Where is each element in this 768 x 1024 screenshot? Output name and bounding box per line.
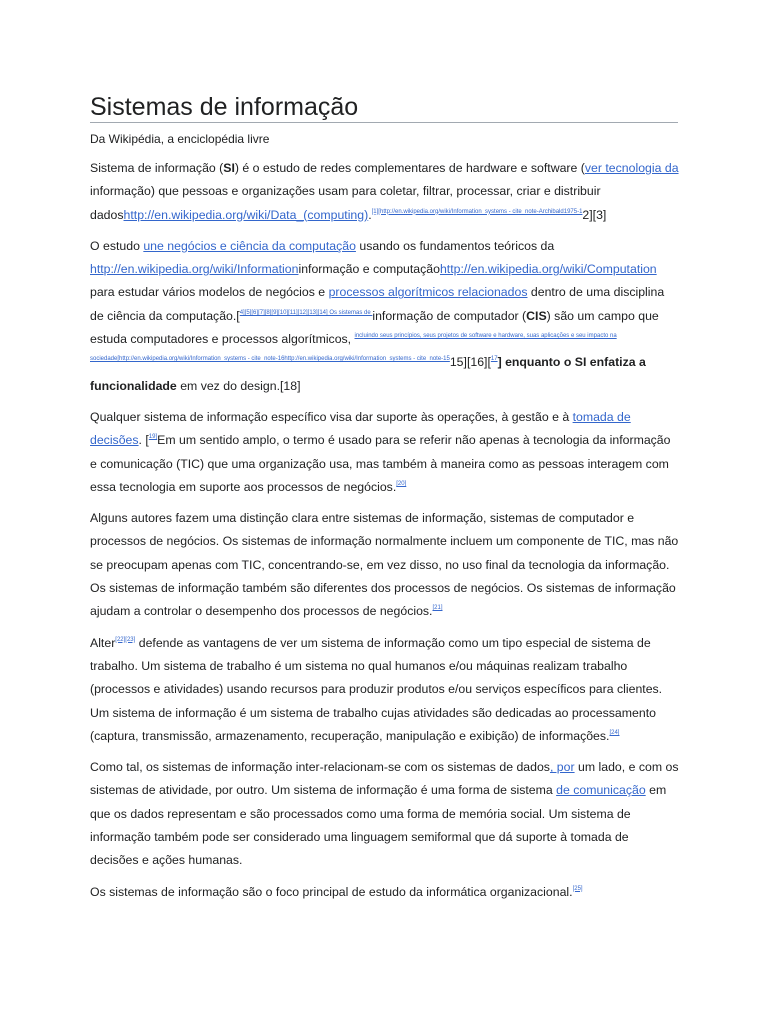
text: em que os dados representam e são processados como uma forma de memória social. Um sistema de informação também pode ser considerado uma linguagem semiformal que dá suporte à tomada de decisões e ações humanas. (90, 783, 667, 868)
citation-link[interactable]: [24] (609, 729, 620, 736)
citation-link[interactable]: [25] (572, 885, 583, 892)
citation-link[interactable]: 17 (490, 356, 498, 363)
text: Qualquer sistema de informação específico visa dar suporte às operações, à gestão e à (90, 409, 573, 424)
paragraph-6 (90, 756, 680, 872)
text: informação e computação (298, 262, 440, 277)
text: . [ (138, 433, 149, 448)
text: Alter (90, 635, 116, 650)
text: informação) que pessoas e organizações usam para coletar, filtrar, processar, criar e distribuir dados (90, 184, 601, 222)
text: Sistema de informação ( (90, 161, 224, 175)
link-tomada-decisoes[interactable]: tomada de decisões (90, 409, 631, 448)
article-body (90, 157, 680, 912)
citation-link[interactable]: incluindo seus princípios, seus projetos de software e hardware, suas aplicações e seu impacto na sociedade[http://en.wikipedia.org/wiki/Information_systems - cite_note-16http://en.wikipedia.org/wiki/Information_systems - cite_note-15 (90, 333, 617, 363)
citation-link[interactable]: 19] (148, 434, 158, 441)
text: Alguns autores fazem uma distinção clara entre sistemas de informação, sistemas de computador e processos de negócios. Os sistemas de informação normalmente incluem um componente de TIC, mas não se preocupam apenas com TIC, concentrando-se, em vez disso, no uso final da tecnologia da informação. Os sistemas de informação também são diferentes dos processos de negócios. Os sistemas de informação ajudam a controlar o desempenho dos processos de negócios. (90, 511, 679, 619)
text: . (368, 207, 372, 222)
citation-link[interactable]: [22][23] (115, 636, 136, 643)
paragraph-5 (90, 632, 680, 748)
paragraph-7 (90, 881, 680, 904)
text: Como tal, os sistemas de informação inter-relacionam-se com os sistemas de dados (90, 760, 550, 775)
text: informação de computador ( (372, 308, 527, 323)
text: defende as vantagens de ver um sistema de informação como um tipo especial de sistema de trabalho. Um sistema de trabalho é um sistema no qual humanos e/ou máquinas realizam trabalho (processos e atividades) usando recursos para produzir produtos e/ou serviços específicos para clientes. Um sistema de informação é um sistema de trabalho cujas atividades são dedicadas ao processamento (captura, transmissão, armazenamento, recuperação, manipulação e exibição) de informações. (90, 635, 663, 743)
link-comunicacao[interactable]: de comunicação (556, 783, 646, 798)
text: O estudo (90, 238, 144, 253)
page-title: Sistemas de informação (90, 92, 678, 123)
link-computation[interactable]: http://en.wikipedia.org/wiki/Computation (439, 262, 657, 277)
citation-link[interactable]: [20] (396, 480, 407, 487)
citation-link[interactable]: [21] (432, 605, 443, 612)
bold-text: ] enquanto o SI enfatiza a funcionalidade (90, 355, 646, 393)
link-tecnologia[interactable]: ver tecnologia da (584, 161, 679, 175)
link-information[interactable]: http://en.wikipedia.org/wiki/Information (90, 262, 299, 277)
text: 15][16][ (449, 355, 491, 370)
link-por[interactable]: , por (549, 760, 575, 775)
text: dentro de uma disciplina de ciência da computação.[ (90, 285, 665, 323)
paragraph-2 (90, 235, 680, 398)
text: usando os fundamentos teóricos da (355, 238, 555, 253)
citation-link[interactable]: 4][5][6][7][8][9][10][11][12][13][14] Os sistemas de (239, 309, 373, 316)
bold-text: CIS (526, 308, 547, 323)
text: para estudar vários modelos de negócios e (90, 285, 329, 300)
text: Os sistemas de informação são o foco principal de estudo da informática organizacional. (90, 884, 573, 899)
link-data-computing[interactable]: http://en.wikipedia.org/wiki/Data_(computing) (123, 207, 369, 222)
bold-text: SI (223, 161, 235, 175)
link-processos-algoritmicos[interactable]: processos algorítmicos relacionados (328, 285, 528, 300)
text: um lado, e com os sistemas de atividade, por outro. Um sistema de informação é uma forma de sistema (90, 760, 679, 798)
text: Em um sentido amplo, o termo é usado para se referir não apenas à tecnologia da informação e comunicação (TIC) que uma organização usa, mas também à maneira como as pessoas interagem com essa tecnologia em suporte aos processos de negócios. (90, 433, 671, 494)
text: em vez do design.[18] (176, 378, 301, 393)
paragraph-3 (90, 406, 680, 499)
link-negocios-ciencia[interactable]: une negócios e ciência da computação (143, 238, 356, 253)
page-subtitle: Da Wikipédia, a enciclopédia livre (90, 132, 270, 146)
text: ) são um campo que estuda computadores e processos algorítmicos, (90, 308, 659, 347)
paragraph-4 (90, 507, 680, 623)
text: ) é o estudo de redes complementares de hardware e software ( (234, 161, 585, 175)
citation-link[interactable]: [1][http://en.wikipedia.org/wiki/Information_systems - cite_note-Archibald1975-1 (371, 208, 583, 215)
paragraph-1 (90, 157, 680, 227)
text: 2][3] (582, 207, 607, 222)
